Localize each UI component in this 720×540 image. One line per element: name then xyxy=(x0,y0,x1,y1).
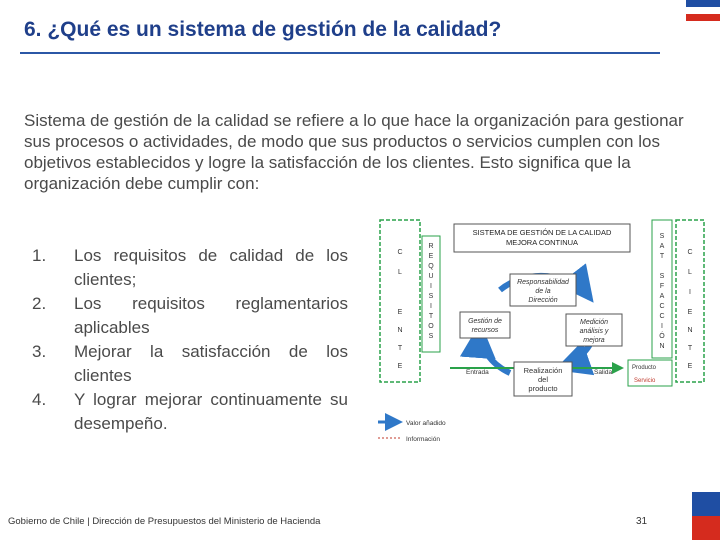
header-subtitle: MEJORA CONTINUA xyxy=(505,238,579,247)
svg-text:E: E xyxy=(428,253,434,260)
svg-text:producto: producto xyxy=(528,384,558,393)
svg-text:Gestión de: Gestión de xyxy=(468,318,502,325)
clientes-right-box xyxy=(676,220,704,382)
producto-label: Producto xyxy=(632,365,657,371)
servicio-label: Servicio xyxy=(634,378,656,384)
svg-text:A: A xyxy=(659,243,665,250)
svg-text:mejora: mejora xyxy=(583,337,605,344)
svg-text:A: A xyxy=(659,293,665,300)
svg-text:S: S xyxy=(659,233,665,240)
legend-info-label: Información xyxy=(406,436,440,443)
svg-text:recursos: recursos xyxy=(471,327,499,334)
svg-text:N: N xyxy=(397,327,403,334)
svg-text:F: F xyxy=(659,283,665,290)
svg-text:I: I xyxy=(661,323,663,330)
requirements-list xyxy=(24,244,348,436)
svg-text:S: S xyxy=(428,293,434,300)
slide-title: 6. ¿Qué es un sistema de gestión de la calidad? xyxy=(24,18,502,41)
svg-text:Ó: Ó xyxy=(659,333,665,340)
quality-system-diagram xyxy=(370,218,706,458)
gestion-recursos-box xyxy=(460,312,510,338)
svg-text:de la: de la xyxy=(535,288,551,295)
svg-text:L: L xyxy=(688,269,692,276)
salida-label: Salida xyxy=(594,369,613,376)
svg-text:C: C xyxy=(397,249,403,256)
list-item: 1. Los requisitos de calidad de los clientes; xyxy=(32,246,348,289)
footer-text: Gobierno de Chile | Dirección de Presupuestos del Ministerio de Hacienda xyxy=(8,516,321,527)
list-item: 2. Los requisitos reglamentarios aplicables xyxy=(32,294,348,337)
svg-text:análisis y: análisis y xyxy=(579,328,609,335)
chile-flag-stripes xyxy=(686,0,720,21)
svg-text:Realización: Realización xyxy=(523,366,563,375)
svg-text:T: T xyxy=(687,345,693,352)
svg-text:C: C xyxy=(659,313,665,320)
svg-text:L: L xyxy=(398,269,402,276)
page-number: 31 xyxy=(636,516,648,527)
svg-text:I: I xyxy=(689,289,691,296)
svg-text:E: E xyxy=(397,363,403,370)
entrada-label: Entrada xyxy=(466,369,489,376)
svg-text:U: U xyxy=(428,273,434,280)
svg-text:Responsabilidad: Responsabilidad xyxy=(517,279,569,286)
svg-text:S: S xyxy=(428,333,434,340)
intro-paragraph: Sistema de gestión de la calidad se refiere a lo que hace la organización para gestionar sus procesos o actividades, de modo que sus productos o servicios cumplen con los objetivos establecidos y logre la satisfacción de los clientes. Esto significa que la organización debe cumplir con: xyxy=(24,111,684,193)
svg-text:O: O xyxy=(428,323,434,330)
svg-text:R: R xyxy=(428,243,434,250)
svg-text:E: E xyxy=(397,309,403,316)
svg-text:N: N xyxy=(659,343,665,350)
svg-text:Medición: Medición xyxy=(579,319,609,326)
svg-text:T: T xyxy=(659,253,665,260)
title-underline xyxy=(20,52,660,54)
svg-text:I: I xyxy=(430,283,432,290)
svg-text:E: E xyxy=(687,363,693,370)
svg-text:T: T xyxy=(397,345,403,352)
svg-text:C: C xyxy=(659,303,665,310)
list-item: 3. Mejorar la satisfacción de los clientes xyxy=(32,342,348,385)
svg-text:E: E xyxy=(687,309,693,316)
svg-text:I: I xyxy=(430,303,432,310)
list-item: 4. Y lograr mejorar continuamente su desempeño. xyxy=(32,390,348,433)
svg-text:Q: Q xyxy=(428,263,434,270)
footer-flag xyxy=(692,492,720,540)
svg-text:Dirección: Dirección xyxy=(528,297,558,304)
header-title: SISTEMA DE GESTIÓN DE LA CALIDAD xyxy=(472,228,612,237)
svg-text:del: del xyxy=(537,375,549,384)
clientes-left-box xyxy=(380,220,420,382)
svg-text:C: C xyxy=(687,249,693,256)
legend-valor-label: Valor añadido xyxy=(406,420,446,427)
svg-text:N: N xyxy=(687,327,693,334)
svg-text:T: T xyxy=(428,313,434,320)
svg-text:S: S xyxy=(659,273,665,280)
